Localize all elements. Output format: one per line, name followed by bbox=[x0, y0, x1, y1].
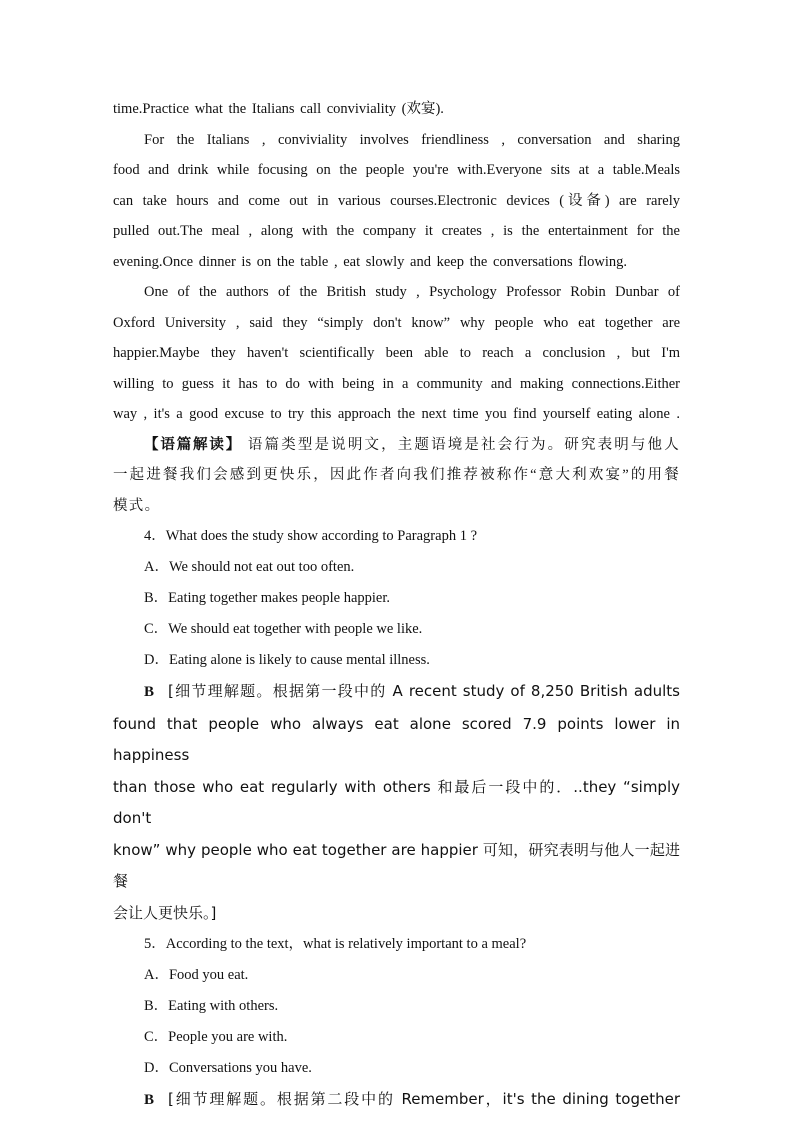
passage-line: happier.Maybe they haven't scientifically been able to reach a conclusion , but I'm bbox=[113, 345, 680, 361]
analysis-line bbox=[113, 430, 680, 461]
question-5 bbox=[113, 929, 680, 1117]
explanation-text: [细节理解题。根据第二段中的 Remember，it's the dining together bbox=[168, 1090, 680, 1108]
option-b: B．Eating with others. bbox=[144, 998, 279, 1014]
option-a: A．We should not eat out too often. bbox=[144, 559, 355, 575]
option-c: C．People you are with. bbox=[144, 1029, 288, 1045]
page-content bbox=[113, 94, 680, 1117]
passage-line: Oxford University , said they “simply don't know” why people who eat together are bbox=[113, 314, 680, 331]
passage-line: For the Italians , conviviality involves friendliness , conversation and sharing bbox=[144, 131, 680, 148]
analysis-line: 一起进餐我们会感到更快乐，因此作者向我们推荐被称作“意大利欢宴”的用餐 bbox=[113, 467, 680, 483]
analysis-tag: 【语篇解读】 bbox=[144, 436, 243, 453]
passage-line: can take hours and come out in various courses.Electronic devices (设备) are rarely bbox=[113, 192, 680, 209]
explanation-line bbox=[113, 676, 680, 709]
question-4 bbox=[113, 521, 680, 929]
passage-line: food and drink while focusing on the people you're with.Everyone sits at a table.Meals bbox=[113, 162, 680, 178]
answer-letter: B bbox=[144, 684, 155, 700]
explanation-line: know” why people who eat together are happier 可知，研究表明与他人一起进餐 bbox=[113, 840, 680, 890]
explanation-line: found that people who always eat alone scored 7.9 points lower in happiness bbox=[113, 714, 680, 764]
answer-letter: B bbox=[144, 1092, 155, 1108]
question-text: 5．According to the text，what is relatively important to a meal? bbox=[144, 936, 527, 952]
question-text: 4．What does the study show according to Paragraph 1 ? bbox=[144, 528, 478, 544]
passage-paragraph-3 bbox=[113, 277, 680, 430]
explanation-line: than those who eat regularly with others 和最后一段中的．..they “simply don't bbox=[113, 777, 680, 827]
analysis-line: 模式。 bbox=[113, 497, 161, 514]
explanation-line bbox=[113, 1084, 680, 1117]
passage-line: way , it's a good excuse to try this approach the next time you find yourself eating alone . bbox=[113, 406, 680, 422]
explanation-line: 会让人更快乐。] bbox=[113, 903, 217, 922]
passage-line: pulled out.The meal , along with the company it creates , is the entertainment for the bbox=[113, 223, 680, 239]
discourse-analysis bbox=[113, 430, 680, 522]
explanation-text: [细节理解题。根据第一段中的 A recent study of 8,250 British adults bbox=[168, 682, 680, 700]
option-d: D．Eating alone is likely to cause mental illness. bbox=[144, 652, 430, 668]
option-d: D．Conversations you have. bbox=[144, 1060, 312, 1076]
answer-explanation bbox=[113, 1084, 680, 1117]
passage-line: willing to guess it has to do with being in a community and making connections.Either bbox=[113, 375, 680, 392]
analysis-text: 语篇类型是说明文，主题语境是社会行为。研究表明与他人 bbox=[242, 436, 681, 453]
passage-paragraph-2 bbox=[113, 125, 680, 278]
passage-line: time.Practice what the Italians call conviviality (欢宴). bbox=[113, 101, 444, 117]
passage-line: One of the authors of the British study , Psychology Professor Robin Dunbar of bbox=[144, 284, 680, 300]
passage-line: evening.Once dinner is on the table , eat slowly and keep the conversations flowing. bbox=[113, 253, 628, 270]
option-b: B．Eating together makes people happier. bbox=[144, 590, 391, 606]
option-c: C．We should eat together with people we like. bbox=[144, 621, 423, 637]
option-a: A．Food you eat. bbox=[144, 967, 249, 983]
answer-explanation bbox=[113, 676, 680, 929]
